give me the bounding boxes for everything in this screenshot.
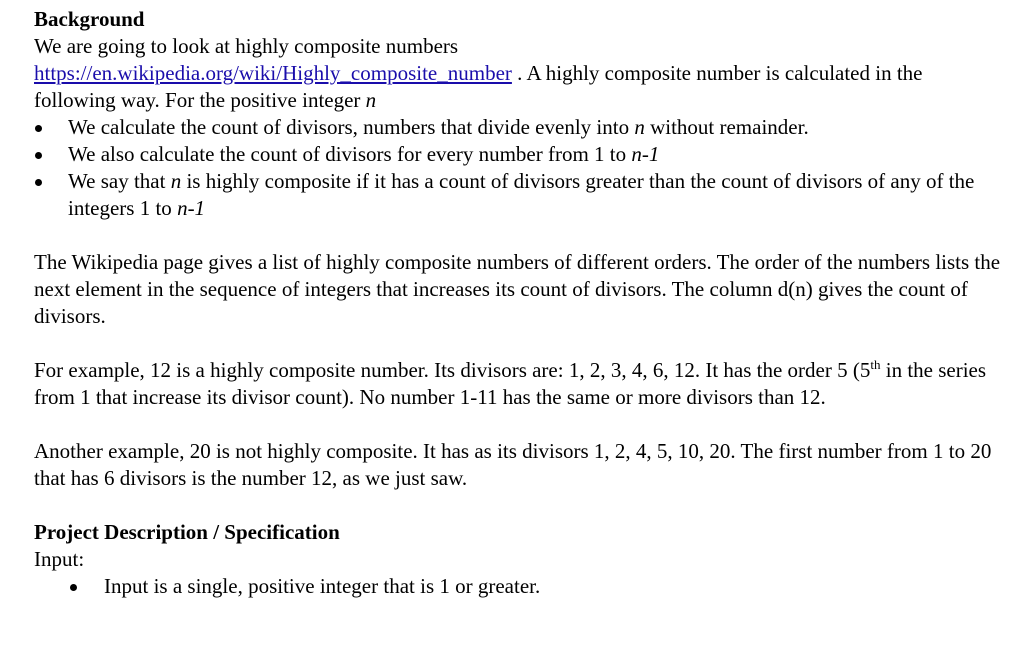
bullet-text: We calculate the count of divisors, numbers that divide evenly into (68, 115, 635, 139)
variable-n-minus-1: n-1 (177, 196, 206, 220)
definition-list (34, 114, 1004, 222)
example-paragraph (34, 357, 1004, 411)
example-text: in the series from 1 that increase its divisor count). No number 1-11 has the same or more divisors than 12. (34, 358, 987, 409)
variable-n-minus-1: n-1 (631, 142, 660, 166)
input-list (34, 573, 1004, 600)
spacer (34, 492, 1004, 519)
spacer (34, 222, 1004, 249)
bullet-text: We say that (68, 169, 171, 193)
intro-paragraph (34, 33, 1004, 114)
ordinal-superscript: th (870, 357, 881, 372)
another-example-paragraph: Another example, 20 is not highly composite. It has as its divisors 1, 2, 4, 5, 10, 20. The first number from 1 to 20 that has 6 divisors is the number 12, as we just saw. (34, 439, 992, 490)
list-item (34, 168, 1004, 222)
variable-n: n (170, 169, 182, 193)
bullet-text: is highly composite if it has a count of divisors greater than the count of divisors of any of the integers 1 to (68, 169, 975, 220)
intro-continuation: . A highly composite number is calculated in the following way. For the positive integer (34, 61, 923, 112)
example-text: For example, 12 is a highly composite number. Its divisors are: 1, 2, 3, 4, 6, 12. It has the order 5 (5 (34, 358, 871, 382)
wikipedia-paragraph: The Wikipedia page gives a list of highly composite numbers of different orders. The order of the numbers lists the next element in the sequence of integers that increases its count of divisors. The column d(n) gives the count of divisors. (34, 250, 1001, 328)
background-heading: Background (34, 7, 145, 31)
bullet-text: without remainder. (644, 115, 809, 139)
variable-n: n (365, 88, 377, 112)
wikipedia-link[interactable]: https://en.wikipedia.org/wiki/Highly_composite_number (34, 61, 512, 85)
spacer (34, 411, 1004, 438)
spacer (34, 330, 1004, 357)
input-label: Input: (34, 547, 85, 571)
variable-n: n (634, 115, 645, 139)
list-item (34, 141, 1004, 168)
list-item: Input is a single, positive integer that is 1 or greater. (34, 573, 1004, 600)
list-item (34, 114, 1004, 141)
project-heading: Project Description / Specification (34, 520, 340, 544)
intro-line: We are going to look at highly composite numbers (34, 34, 459, 58)
bullet-text: We also calculate the count of divisors for every number from 1 to (68, 142, 632, 166)
